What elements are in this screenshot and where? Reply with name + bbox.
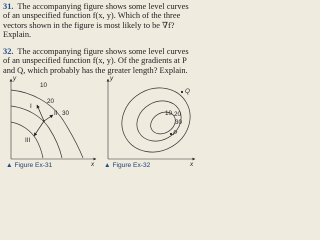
point-label-P: P — [173, 130, 178, 137]
y-axis-label: y — [110, 75, 114, 82]
vector-III — [34, 121, 44, 136]
vector-base-point — [43, 120, 45, 122]
level-label-10: 10 — [165, 110, 173, 117]
point-label-Q: Q — [185, 88, 190, 95]
problem-number: 32. — [3, 47, 14, 56]
vector-label-I: I — [30, 103, 32, 110]
x-axis-label: x — [190, 161, 194, 168]
vector-II — [44, 115, 53, 121]
problem-32 — [3, 47, 197, 75]
figure-caption: ▲ Figure Ex-32 — [104, 162, 151, 169]
figure-caption: ▲ Figure Ex-31 — [6, 162, 53, 169]
figure-ex-32 — [101, 76, 198, 171]
problem-text: The accompanying figure shows some level curves of an unspecified function f(x, y). Which of the three vectors shown in the figure is most likely to be ∇f? Explain. — [3, 2, 189, 39]
level-curves-plot-32 — [101, 76, 198, 171]
x-axis-label: x — [91, 161, 95, 168]
level-label-20: 20 — [47, 98, 55, 105]
point-Q — [181, 91, 183, 93]
triangle-marker-icon: ▲ — [104, 162, 111, 169]
figure-ex-31 — [3, 76, 99, 171]
vector-label-III: III — [25, 137, 31, 144]
point-P — [170, 133, 172, 135]
triangle-marker-icon: ▲ — [6, 162, 13, 169]
problem-text: The accompanying figure shows some level curves of an unspecified function f(x, y). Of the gradients at P and Q, which probably has the greater length? Explain. — [3, 47, 189, 75]
problem-number: 31. — [3, 2, 14, 11]
level-label-30: 30 — [175, 119, 183, 126]
level-curves-plot-31 — [3, 76, 99, 171]
y-axis-label: y — [13, 75, 17, 82]
vector-label-II: II — [54, 110, 58, 117]
problem-31 — [3, 2, 197, 39]
level-label-10: 10 — [40, 82, 48, 89]
level-label-30: 30 — [62, 110, 70, 117]
level-label-20: 20 — [174, 111, 182, 118]
